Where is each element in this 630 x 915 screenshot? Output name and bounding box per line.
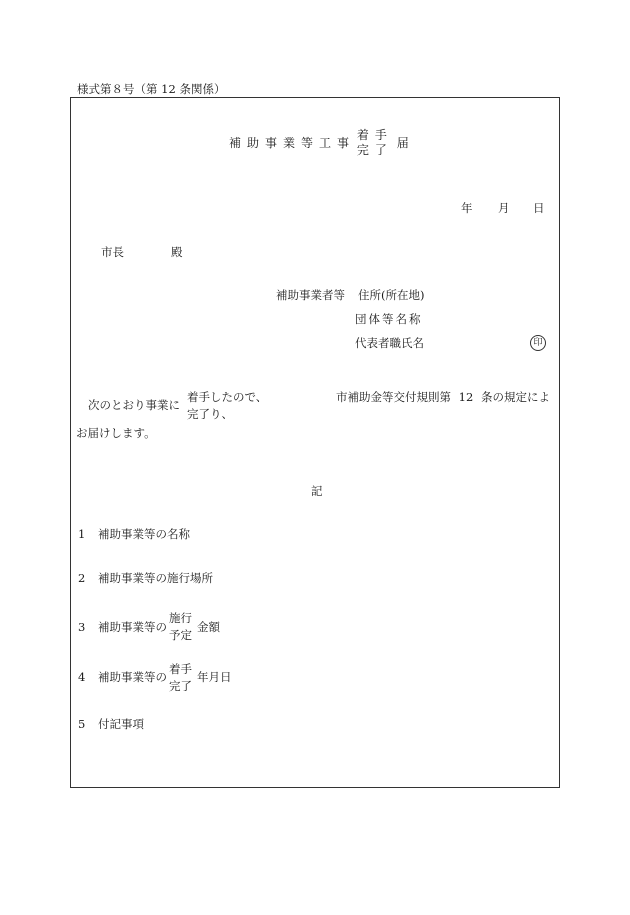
date-month: 月 — [498, 201, 510, 215]
body-option-2: 完了り、 — [187, 407, 233, 421]
item-number: 1 — [78, 527, 86, 541]
seal-icon: 印 — [530, 335, 546, 351]
addressee-honorific: 殿 — [171, 245, 183, 259]
item-3-option-2: 予定 — [169, 628, 192, 642]
applicant-rep-label: 代表者職氏名 — [355, 336, 424, 350]
item-3-option-1: 施行 — [169, 611, 192, 625]
applicant-org-label: 団体等名称 — [355, 312, 423, 326]
item-label: 補助事業等の — [97, 620, 167, 634]
body-article-number: 12 — [458, 390, 474, 404]
title-prefix: 補助事業等工事 — [229, 136, 356, 150]
item-label: 付記事項 — [97, 717, 144, 731]
item-1 — [78, 529, 190, 541]
body-option-1: 着手したので、 — [187, 390, 268, 404]
item-4-option-1: 着手 — [169, 662, 192, 676]
body-line-2: お届けします。 — [76, 426, 156, 440]
body-regulation-text: 市補助金等交付規則第 — [336, 390, 451, 404]
body-lead: 次のとおり事業に — [88, 398, 180, 412]
date-day: 日 — [533, 201, 545, 215]
item-number: 2 — [78, 571, 86, 585]
item-number: 5 — [78, 717, 86, 731]
item-label: 補助事業等の — [97, 670, 167, 684]
item-4 — [78, 672, 167, 684]
item-5 — [78, 719, 144, 731]
date-year: 年 — [461, 201, 473, 215]
item-3-suffix: 金額 — [197, 620, 220, 634]
form-frame — [70, 97, 560, 788]
seal-mark — [530, 335, 546, 351]
item-label: 補助事業等の名称 — [97, 527, 190, 541]
form-number: 様式第８号（第 12 条関係） — [77, 82, 226, 96]
item-number: 4 — [78, 670, 86, 684]
item-number: 3 — [78, 620, 86, 634]
applicant-address-label: 住所(所在地) — [358, 288, 425, 302]
addressee-label: 市長 — [101, 245, 124, 259]
item-4-suffix: 年月日 — [197, 670, 232, 684]
item-3 — [78, 622, 167, 634]
item-2 — [78, 573, 213, 585]
title-suffix: 届 — [396, 136, 409, 150]
item-4-option-2: 完了 — [169, 679, 192, 693]
applicant-heading: 補助事業者等 — [276, 288, 345, 302]
title-option-start: 着手 — [356, 128, 393, 142]
body-middle — [336, 392, 550, 404]
title-options — [357, 128, 393, 158]
form-title — [229, 128, 409, 158]
item-label: 補助事業等の施行場所 — [97, 571, 213, 585]
body-tail: 条の規定によ — [480, 390, 550, 404]
ki-heading: 記 — [311, 484, 323, 498]
title-option-complete: 完了 — [356, 143, 393, 157]
